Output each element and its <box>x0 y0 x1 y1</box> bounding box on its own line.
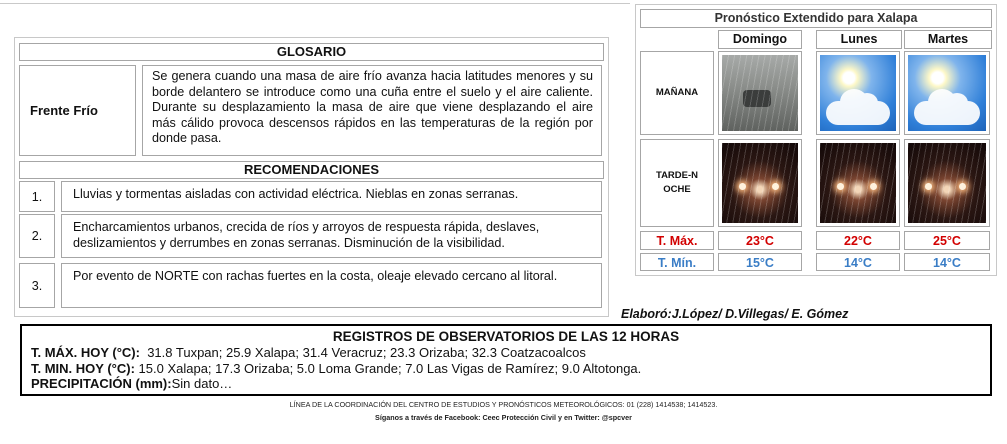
tmax-value: 22°C <box>816 231 900 250</box>
night-rain-icon <box>820 143 896 223</box>
social-media-line: Síganos a través de Facebook: Ceec Protección Civil y en Twitter: @spcver <box>375 413 632 422</box>
tmin-today-row <box>22 361 990 377</box>
recommendation-text: Lluvias y tormentas aisladas con actividad eléctrica. Nieblas en zonas serranas. <box>61 181 602 212</box>
morning-label: MAÑANA <box>640 51 714 135</box>
recommendation-number: 3. <box>19 263 55 308</box>
rain-icon <box>722 55 798 131</box>
glossary-panel <box>14 37 609 317</box>
day-header: Domingo <box>718 30 802 49</box>
tmax-today-row <box>22 345 990 361</box>
recommendation-number: 2. <box>19 214 55 258</box>
day-header: Lunes <box>816 30 902 49</box>
forecast-cell <box>718 51 802 135</box>
evening-label <box>640 139 714 227</box>
day-header: Martes <box>904 30 992 49</box>
forecast-cell <box>816 139 900 227</box>
tmax-label: T. Máx. <box>640 231 714 250</box>
tmax-value: 25°C <box>904 231 990 250</box>
glossary-definition: Se genera cuando una masa de aire frío avanza hacia latitudes menores y su borde delantero se introduce como una cuña entre el suelo y el aire caliente. Durante su desplazamiento la masa de aire que viene desplazando el aire más cálido provoca descensos rápidos en las temperaturas de la región por donde pasa. <box>142 65 602 156</box>
forecast-cell <box>904 139 990 227</box>
top-divider <box>0 0 630 4</box>
evening-label-text: TARDE-NOCHE <box>655 170 699 195</box>
tmin-value: 14°C <box>816 253 900 271</box>
forecast-table <box>635 4 997 276</box>
precipitation-row <box>22 376 990 392</box>
observatory-records <box>20 324 992 396</box>
night-rain-icon <box>722 143 798 223</box>
coordination-phone-line: LÍNEA DE LA COORDINACIÓN DEL CENTRO DE ESTUDIOS Y PRONÓSTICOS METEOROLÓGICOS: 01 (228) 1414538; 1414523. <box>289 400 718 409</box>
recommendation-text: Encharcamientos urbanos, crecida de ríos y arroyos de respuesta rápida, deslaves, deslizamientos y derrumbes en zonas serranas. Disminución de la visibilidad. <box>61 214 602 258</box>
tmin-value: 15°C <box>718 253 802 271</box>
forecast-cell <box>718 139 802 227</box>
glossary-term: Frente Frío <box>19 65 136 156</box>
author-credits: Elaboró:J.López/ D.Villegas/ E. Gómez <box>621 307 849 321</box>
tmax-today-label: T. MÁX. HOY (°C): <box>31 345 140 360</box>
forecast-cell <box>816 51 900 135</box>
glossary-header: GLOSARIO <box>19 43 604 61</box>
tmax-value: 23°C <box>718 231 802 250</box>
precipitation-values: Sin dato… <box>171 376 233 391</box>
tmin-label: T. Mín. <box>640 253 714 271</box>
night-rain-icon <box>908 143 986 223</box>
forecast-title: Pronóstico Extendido para Xalapa <box>640 9 992 28</box>
tmin-today-label: T. MIN. HOY (°C): <box>31 360 135 376</box>
forecast-cell <box>904 51 990 135</box>
partly-cloudy-icon <box>908 55 986 131</box>
recommendations-header: RECOMENDACIONES <box>19 161 604 179</box>
precipitation-label: PRECIPITACIÓN (mm): <box>31 376 172 391</box>
tmax-today-values: 31.8 Tuxpan; 25.9 Xalapa; 31.4 Veracruz; 23.3 Orizaba; 32.3 Coatzacoalcos <box>147 345 586 360</box>
tmin-today-values: 15.0 Xalapa; 17.3 Orizaba; 5.0 Loma Grande; 7.0 Las Vigas de Ramírez; 9.0 Altotonga. <box>138 360 642 376</box>
partly-cloudy-icon <box>820 55 896 131</box>
observatory-title: REGISTROS DE OBSERVATORIOS DE LAS 12 HORAS <box>332 329 680 344</box>
recommendation-number: 1. <box>19 181 55 212</box>
tmin-value: 14°C <box>904 253 990 271</box>
recommendation-text: Por evento de NORTE con rachas fuertes en la costa, oleaje elevado cercano al litoral. <box>61 263 602 308</box>
